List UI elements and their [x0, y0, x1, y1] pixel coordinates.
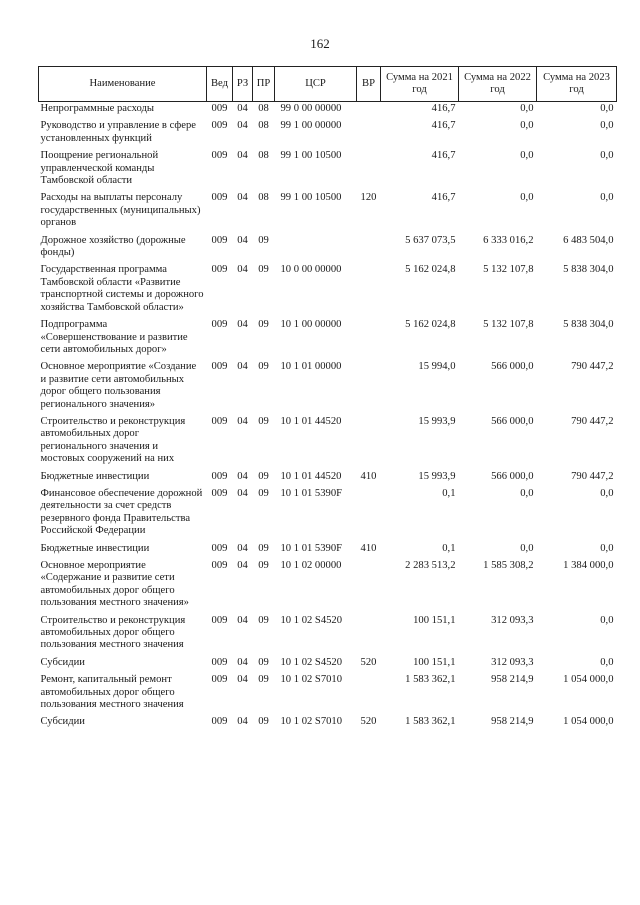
- cell-rz: 04: [237, 674, 248, 686]
- cell-rz: 04: [237, 234, 248, 246]
- header-rz: РЗ: [233, 67, 253, 102]
- table-row: [39, 673, 617, 715]
- cell-sum-2022: 6 333 016,2: [483, 234, 534, 246]
- cell-ved: 009: [211, 487, 228, 499]
- cell-sum-2023: 1 054 000,0: [563, 716, 614, 728]
- cell-ved: 009: [211, 264, 228, 276]
- cell-sum-2022: 0,0: [520, 103, 534, 114]
- header-ved: Вед: [207, 67, 233, 102]
- cell-vr: [357, 102, 381, 120]
- cell-sum-2021: 416,7: [431, 120, 456, 132]
- cell-name: Основное мероприятие «Создание и развитие сети автомобильных дорог общего пользования регионального значения»: [40, 361, 197, 410]
- cell-pr: 09: [258, 674, 269, 686]
- cell-pr: 09: [258, 234, 269, 246]
- cell-sum-2023: 0,0: [600, 487, 614, 499]
- cell-rz: 04: [237, 150, 248, 162]
- cell-sum-2023: 5 838 304,0: [563, 319, 614, 331]
- header-pr: ПР: [253, 67, 275, 102]
- cell-ved: 009: [211, 542, 228, 554]
- cell-rz: 04: [237, 656, 248, 668]
- cell-name: Расходы на выплаты персоналу государственных (муниципальных) органов: [40, 192, 201, 229]
- cell-vr: 410: [360, 470, 377, 482]
- cell-name: Субсидии: [40, 656, 85, 668]
- table-row: [39, 715, 617, 732]
- table-row: [39, 614, 617, 656]
- cell-sum-2021: 416,7: [431, 150, 456, 162]
- cell-rz: 04: [237, 319, 248, 331]
- cell-pr: 09: [258, 560, 269, 571]
- cell-rz: 04: [237, 192, 248, 204]
- table-row: [39, 415, 617, 470]
- cell-csr: 10 0 00 00000: [280, 264, 342, 276]
- cell-sum-2022: 0,0: [520, 542, 534, 554]
- cell-rz: 04: [237, 361, 248, 373]
- cell-sum-2021: 0,1: [442, 487, 456, 499]
- cell-sum-2022: 566 000,0: [491, 361, 534, 373]
- cell-vr: [357, 415, 381, 470]
- cell-sum-2022: 566 000,0: [491, 415, 534, 427]
- cell-sum-2022: 312 093,3: [491, 656, 534, 668]
- cell-name: Строительство и реконструкция автомобильных дорог общего пользования местного значения: [40, 614, 186, 651]
- header-csr: ЦСР: [275, 67, 357, 102]
- cell-pr: 09: [258, 487, 269, 499]
- cell-sum-2021: 5 162 024,8: [405, 264, 456, 276]
- cell-csr: 10 1 01 44520: [280, 470, 342, 482]
- cell-csr: 10 1 01 44520: [280, 415, 342, 427]
- cell-pr: 08: [258, 120, 269, 132]
- cell-sum-2022: 566 000,0: [491, 470, 534, 482]
- cell-csr: 10 1 01 5390F: [280, 542, 343, 554]
- cell-sum-2023: 6 483 504,0: [563, 234, 614, 246]
- cell-pr: 09: [258, 716, 269, 728]
- cell-csr: 10 1 01 5390F: [280, 487, 343, 499]
- cell-sum-2023: 0,0: [600, 120, 614, 132]
- cell-sum-2023: 0,0: [600, 542, 614, 554]
- cell-name: Субсидии: [40, 716, 85, 728]
- cell-sum-2023: 0,0: [600, 150, 614, 162]
- cell-pr: 08: [258, 192, 269, 204]
- cell-sum-2023: 0,0: [600, 614, 614, 626]
- cell-ved: 009: [211, 234, 228, 246]
- cell-pr: 08: [258, 150, 269, 162]
- cell-name: Непрограммные расходы: [40, 103, 154, 114]
- table-row: [39, 318, 617, 360]
- cell-csr: 10 1 02 S4520: [280, 656, 343, 668]
- cell-ved: 009: [211, 415, 228, 427]
- cell-vr: [357, 318, 381, 360]
- cell-csr: 10 1 02 S7010: [280, 716, 343, 728]
- cell-rz: 04: [237, 716, 248, 728]
- header-sum-2022: Сумма на 2022 год: [459, 67, 537, 102]
- cell-vr: [357, 119, 381, 149]
- cell-sum-2021: 2 283 513,2: [405, 560, 456, 571]
- cell-pr: 09: [258, 470, 269, 482]
- cell-csr: 10 1 02 00000: [280, 560, 342, 571]
- table-row: [39, 360, 617, 415]
- cell-sum-2022: 0,0: [520, 150, 534, 162]
- table-row: [39, 470, 617, 487]
- cell-ved: 009: [211, 674, 228, 686]
- cell-pr: 09: [258, 415, 269, 427]
- cell-sum-2023: 0,0: [600, 192, 614, 204]
- cell-name: Бюджетные инвестиции: [40, 542, 150, 554]
- cell-pr: 09: [258, 542, 269, 554]
- cell-vr: [357, 614, 381, 656]
- cell-sum-2022: 0,0: [520, 487, 534, 499]
- cell-name: Подпрограмма «Совершенствование и развитие сети автомобильных дорог»: [40, 319, 188, 355]
- cell-pr: 09: [258, 264, 269, 276]
- cell-rz: 04: [237, 542, 248, 554]
- cell-vr: 520: [360, 716, 377, 728]
- cell-rz: 04: [237, 415, 248, 427]
- cell-sum-2021: 15 994,0: [418, 361, 456, 373]
- cell-sum-2021: 0,1: [442, 542, 456, 554]
- cell-name: Дорожное хозяйство (дорожные фонды): [40, 234, 186, 259]
- cell-sum-2023: 1 054 000,0: [563, 674, 614, 686]
- cell-ved: 009: [211, 614, 228, 626]
- table-row: [39, 149, 617, 191]
- cell-name: Основное мероприятие «Содержание и развитие сети автомобильных дорог общего пользования местного значения»: [40, 560, 189, 609]
- cell-rz: 04: [237, 614, 248, 626]
- cell-pr: 08: [258, 103, 269, 114]
- cell-ved: 009: [211, 319, 228, 331]
- cell-vr: [357, 234, 381, 264]
- cell-ved: 009: [211, 716, 228, 728]
- cell-name: Поощрение региональной управленческой команды Тамбовской области: [40, 150, 159, 187]
- cell-sum-2021: 5 162 024,8: [405, 319, 456, 331]
- cell-ved: 009: [211, 120, 228, 132]
- cell-csr: [275, 234, 357, 264]
- table-row: [39, 487, 617, 542]
- header-vr: ВР: [357, 67, 381, 102]
- cell-pr: 09: [258, 319, 269, 331]
- header-sum-2021: Сумма на 2021 год: [381, 67, 459, 102]
- cell-ved: 009: [211, 470, 228, 482]
- table-header-row: [39, 67, 617, 102]
- cell-sum-2021: 1 583 362,1: [405, 674, 456, 686]
- cell-vr: [357, 487, 381, 542]
- cell-sum-2023: 790 447,2: [571, 361, 614, 373]
- cell-sum-2021: 15 993,9: [418, 470, 456, 482]
- cell-sum-2021: 15 993,9: [418, 415, 456, 427]
- cell-csr: 99 1 00 10500: [280, 150, 342, 162]
- cell-vr: 410: [360, 542, 377, 554]
- cell-sum-2023: 0,0: [600, 103, 614, 114]
- cell-ved: 009: [211, 150, 228, 162]
- cell-sum-2022: 312 093,3: [491, 614, 534, 626]
- cell-ved: 009: [211, 192, 228, 204]
- cell-csr: 99 1 00 00000: [280, 120, 342, 132]
- budget-table: [38, 66, 617, 733]
- cell-sum-2021: 1 583 362,1: [405, 716, 456, 728]
- cell-vr: [357, 559, 381, 614]
- cell-sum-2023: 1 384 000,0: [563, 560, 614, 571]
- cell-sum-2023: 5 838 304,0: [563, 264, 614, 276]
- cell-sum-2023: 0,0: [600, 656, 614, 668]
- cell-sum-2023: 790 447,2: [571, 415, 614, 427]
- cell-csr: 10 1 02 S4520: [280, 614, 343, 626]
- table-row: [39, 559, 617, 614]
- table-row: [39, 234, 617, 264]
- cell-rz: 04: [237, 560, 248, 571]
- header-name: Наименование: [39, 67, 207, 102]
- cell-csr: 10 1 02 S7010: [280, 674, 343, 686]
- cell-name: Руководство и управление в сфере установленных функций: [40, 120, 196, 144]
- cell-sum-2022: 5 132 107,8: [483, 264, 534, 276]
- table-row: [39, 263, 617, 318]
- cell-sum-2021: 416,7: [431, 103, 456, 114]
- cell-sum-2022: 0,0: [520, 120, 534, 132]
- cell-pr: 09: [258, 361, 269, 373]
- page-number: 162: [310, 36, 330, 51]
- table-row: [39, 119, 617, 149]
- cell-sum-2021: 5 637 073,5: [405, 234, 456, 246]
- cell-sum-2023: 790 447,2: [571, 470, 614, 482]
- cell-name: Государственная программа Тамбовской области «Развитие транспортной системы и дорожного хозяйства Тамбовской области»: [40, 264, 204, 313]
- cell-name: Финансовое обеспечение дорожной деятельности за счет средств резервного фонда Правительства Российской Федерации: [40, 487, 203, 537]
- cell-sum-2022: 958 214,9: [491, 716, 534, 728]
- cell-sum-2021: 416,7: [431, 192, 456, 204]
- cell-name: Строительство и реконструкция автомобильных дорог регионального значения и мостовых сооружений на них: [40, 415, 186, 465]
- cell-sum-2021: 100 151,1: [413, 614, 456, 626]
- cell-csr: 99 1 00 10500: [280, 192, 342, 204]
- cell-csr: 10 1 00 00000: [280, 319, 342, 331]
- cell-sum-2021: 100 151,1: [413, 656, 456, 668]
- cell-vr: [357, 149, 381, 191]
- cell-rz: 04: [237, 120, 248, 132]
- cell-vr: 120: [360, 192, 377, 204]
- cell-ved: 009: [211, 103, 228, 114]
- cell-rz: 04: [237, 470, 248, 482]
- cell-ved: 009: [211, 560, 228, 571]
- cell-name: Ремонт, капитальный ремонт автомобильных дорог общего пользования местного значения: [40, 674, 184, 711]
- cell-rz: 04: [237, 264, 248, 276]
- cell-sum-2022: 1 585 308,2: [483, 560, 534, 571]
- cell-rz: 04: [237, 103, 248, 114]
- cell-vr: [357, 263, 381, 318]
- header-sum-2023: Сумма на 2023 год: [537, 67, 617, 102]
- cell-ved: 009: [211, 361, 228, 373]
- cell-vr: [357, 673, 381, 715]
- cell-vr: [357, 360, 381, 415]
- cell-pr: 09: [258, 614, 269, 626]
- cell-sum-2022: 958 214,9: [491, 674, 534, 686]
- cell-vr: 520: [360, 656, 377, 668]
- table-row: [39, 191, 617, 233]
- table-row: [39, 542, 617, 559]
- cell-rz: 04: [237, 487, 248, 499]
- cell-name: Бюджетные инвестиции: [40, 470, 150, 482]
- table-row: [39, 656, 617, 673]
- cell-csr: 10 1 01 00000: [280, 361, 342, 373]
- table-row: [39, 102, 617, 120]
- cell-sum-2022: 0,0: [520, 192, 534, 204]
- cell-pr: 09: [258, 656, 269, 668]
- cell-ved: 009: [211, 656, 228, 668]
- cell-sum-2022: 5 132 107,8: [483, 319, 534, 331]
- cell-csr: 99 0 00 00000: [280, 103, 342, 114]
